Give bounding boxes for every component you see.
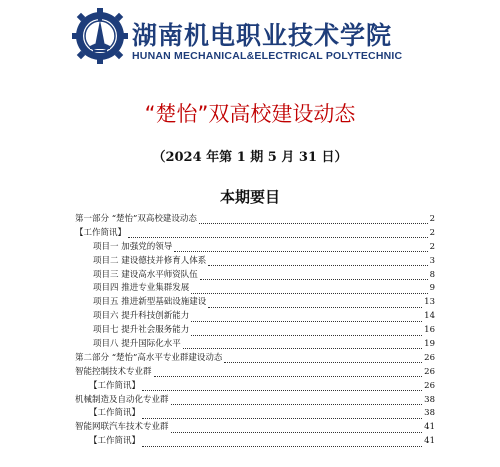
toc-leader-dots (200, 271, 428, 280)
toc-entry[interactable] (75, 310, 435, 324)
toc-entry-page: 13 (424, 297, 435, 308)
toc-entry-label: 【工作简讯】 (89, 436, 141, 447)
toc-entry-page: 38 (424, 394, 435, 405)
toc-leader-dots (183, 340, 422, 349)
toc-entry-label: 项目五 推进新型基础设施建设 (93, 297, 207, 308)
toc-leader-dots (154, 368, 423, 377)
toc-entry[interactable] (75, 213, 435, 227)
toc-entry-label: 项目七 提升社会服务能力 (93, 325, 190, 336)
toc-entry[interactable] (75, 352, 435, 366)
toc-entry-label: 【工作简讯】 (89, 408, 141, 419)
toc-entry-page: 2 (429, 227, 435, 238)
toc-entry-page: 26 (424, 366, 435, 377)
toc-entry[interactable] (75, 227, 435, 241)
toc-leader-dots (142, 438, 422, 447)
school-name-cn: 湖南机电职业技术学院 (132, 21, 393, 50)
toc-entry[interactable] (75, 394, 435, 408)
toc-entry-page: 2 (429, 241, 435, 252)
toc-entry[interactable] (75, 282, 435, 296)
toc-entry-page: 38 (424, 408, 435, 419)
toc-leader-dots (171, 396, 423, 405)
toc-heading: 本期要目 (219, 188, 280, 206)
toc-entry-label: 【工作简讯】 (89, 380, 141, 391)
toc-entry-label: 项目三 建设高水平师资队伍 (93, 269, 198, 280)
toc-entry-label: 机械制造及自动化专业群 (75, 394, 169, 405)
document-title: “楚怡”双高校建设动态 (144, 102, 356, 126)
toc-entry-label: 项目一 加强党的领导 (93, 241, 173, 252)
toc-leader-dots (191, 313, 422, 322)
toc-leader-dots (208, 299, 422, 308)
toc-entry-page: 14 (424, 311, 435, 322)
toc-entry-page: 26 (424, 380, 435, 391)
toc-entry-page: 9 (429, 283, 435, 294)
toc-leader-dots (224, 354, 422, 363)
toc-entry[interactable] (75, 435, 435, 449)
school-logo (72, 6, 128, 64)
toc-entry[interactable] (75, 407, 435, 421)
toc-entry-label: 项目二 建设德技并修育人体系 (93, 255, 207, 266)
toc-entry-page: 16 (424, 325, 435, 336)
toc-entry-label: 智能网联汽车技术专业群 (75, 422, 169, 433)
toc-leader-dots (191, 285, 427, 294)
toc-leader-dots (142, 410, 422, 419)
toc-entry[interactable] (75, 366, 435, 380)
toc-entry-page: 41 (424, 436, 435, 447)
toc-entry-label: 【工作简讯】 (75, 227, 127, 238)
issue-line: （2024 年第 1 期 5 月 31 日） (152, 150, 348, 165)
toc-entry-label: 项目八 提升国际化水平 (93, 339, 181, 350)
toc-entry[interactable] (75, 241, 435, 255)
toc-entry-label: 第一部分 “楚怡”双高校建设动态 (75, 214, 197, 224)
header (72, 6, 403, 66)
toc-entry[interactable] (75, 421, 435, 435)
toc-entry-label: 项目六 提升科技创新能力 (93, 311, 190, 322)
school-name-en: HUNAN MECHANICAL&ELECTRICAL POLYTECHNIC (132, 50, 403, 62)
toc-leader-dots (199, 215, 428, 224)
toc-leader-dots (128, 229, 428, 238)
toc-entry-page: 3 (429, 255, 435, 266)
toc-entry-page: 26 (424, 352, 435, 363)
toc-leader-dots (174, 243, 427, 252)
toc-leader-dots (191, 327, 422, 336)
toc-leader-dots (142, 382, 422, 391)
toc-entry-label: 项目四 推进专业集群发展 (93, 283, 190, 294)
toc-entry-label: 智能控制技术专业群 (75, 366, 152, 377)
toc-entry[interactable] (75, 296, 435, 310)
toc-entry-page: 41 (424, 422, 435, 433)
toc-entry[interactable] (75, 255, 435, 269)
toc-entry[interactable] (75, 269, 435, 283)
toc-entry[interactable] (75, 324, 435, 338)
toc-entry-page: 19 (424, 339, 435, 350)
toc-entry-label: 第二部分 “楚怡”高水平专业群建设动态 (75, 352, 223, 363)
toc-entry[interactable] (75, 380, 435, 394)
table-of-contents (75, 213, 435, 449)
toc-leader-dots (171, 424, 423, 433)
toc-entry-page: 8 (429, 269, 435, 280)
toc-entry-page: 2 (429, 214, 435, 224)
toc-leader-dots (208, 257, 427, 266)
toc-entry[interactable] (75, 338, 435, 352)
